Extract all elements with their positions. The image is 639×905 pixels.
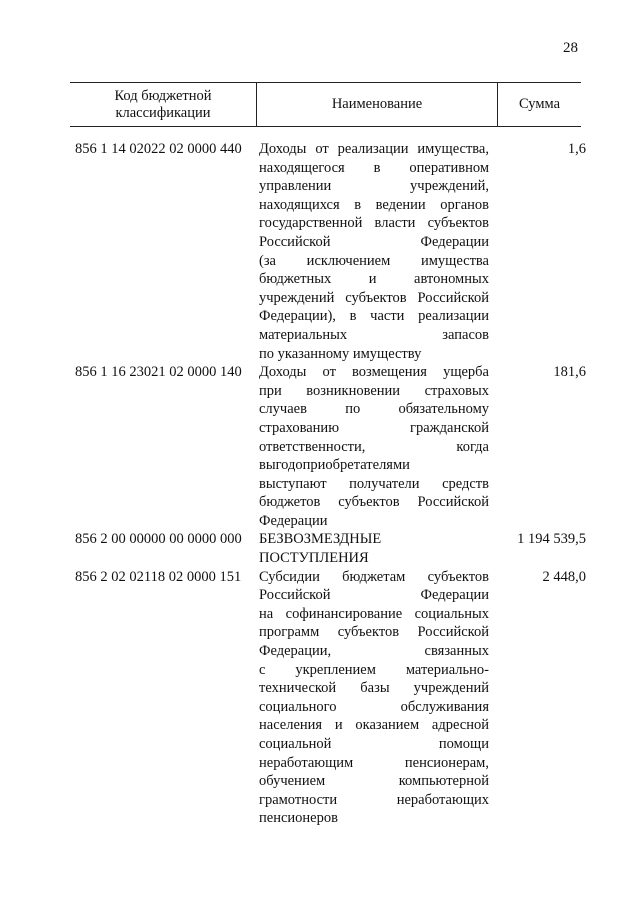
- item-name-line: грамотности неработающих: [259, 791, 489, 808]
- header-code: Код бюджетной классификации: [70, 83, 257, 126]
- item-name-line: учреждений субъектов Российской: [259, 289, 489, 306]
- item-name-line: технической базы учреждений: [259, 680, 489, 697]
- item-name-line: с укреплением материально-: [259, 661, 489, 678]
- item-name-line: пенсионеров: [259, 810, 338, 827]
- item-name: [259, 140, 489, 363]
- item-name-line: Доходы от возмещения ущерба: [259, 364, 489, 381]
- item-name-line: государственной власти субъектов: [259, 215, 489, 232]
- item-name-line: Федерации, связанных: [259, 643, 489, 660]
- item-name-line: бюджетных и автономных: [259, 271, 489, 288]
- item-name-line: находящихся в ведении органов: [259, 196, 489, 213]
- page-number: 28: [563, 40, 578, 56]
- budget-code: 856 1 16 23021 02 0000 140: [75, 364, 242, 381]
- item-sum: 2 448,0: [542, 568, 586, 585]
- budget-code: 856 2 02 02118 02 0000 151: [75, 568, 242, 585]
- table-row: [0, 568, 639, 828]
- item-name-line: Федерации), в части реализации: [259, 308, 489, 325]
- item-name-line: выгодоприобретателями: [259, 457, 410, 474]
- table-header: [70, 82, 581, 127]
- item-name-line: материальных запасов: [259, 326, 489, 343]
- item-name-line: неработающим пенсионерам,: [259, 754, 489, 771]
- item-name-line: находящегося в оперативном: [259, 159, 489, 176]
- item-name-line: случаев по обязательному: [259, 401, 489, 418]
- item-name: [259, 363, 489, 530]
- table-row: [0, 363, 639, 530]
- item-name-line: социального обслуживания: [259, 698, 489, 715]
- item-name-line: БЕЗВОЗМЕЗДНЫЕ: [259, 531, 382, 548]
- item-name: [259, 530, 489, 567]
- item-name-line: выступают получатели средств: [259, 475, 489, 492]
- header-name: Наименование: [257, 83, 498, 126]
- item-name-line: Субсидии бюджетам субъектов: [259, 568, 489, 585]
- item-name: [259, 568, 489, 828]
- item-name-line: по указанному имуществу: [259, 345, 422, 362]
- item-name-line: обучением компьютерной: [259, 773, 489, 790]
- item-name-line: на софинансирование социальных: [259, 605, 489, 622]
- header-sum: Сумма: [518, 96, 561, 112]
- item-name-line: управлении учреждений,: [259, 178, 489, 195]
- table-row: [0, 530, 639, 567]
- item-sum: 1 194 539,5: [517, 531, 586, 548]
- item-name-line: (за исключением имущества: [259, 252, 489, 269]
- item-name-line: программ субъектов Российской: [259, 624, 489, 641]
- item-name-line: бюджетов субъектов Российской: [259, 494, 489, 511]
- item-name-line: Российской Федерации: [259, 587, 489, 604]
- item-sum: 1,6: [567, 141, 586, 157]
- item-name-line: Федерации: [259, 512, 328, 529]
- item-name-line: страхованию гражданской: [259, 419, 489, 436]
- item-sum: 181,6: [553, 364, 586, 381]
- item-name-line: ответственности, когда: [259, 438, 489, 455]
- budget-code: 856 2 00 00000 00 0000 000: [75, 531, 242, 548]
- item-name-line: населения и оказанием адресной: [259, 717, 489, 734]
- item-name-line: ПОСТУПЛЕНИЯ: [259, 550, 369, 567]
- item-name-line: Российской Федерации: [259, 233, 489, 250]
- budget-code: 856 1 14 02022 02 0000 440: [75, 141, 242, 157]
- table-body: [0, 140, 639, 828]
- item-name-line: при возникновении страховых: [259, 382, 489, 399]
- item-name-line: Доходы от реализации имущества,: [259, 141, 489, 157]
- item-name-line: социальной помощи: [259, 736, 489, 752]
- table-row: [0, 140, 639, 363]
